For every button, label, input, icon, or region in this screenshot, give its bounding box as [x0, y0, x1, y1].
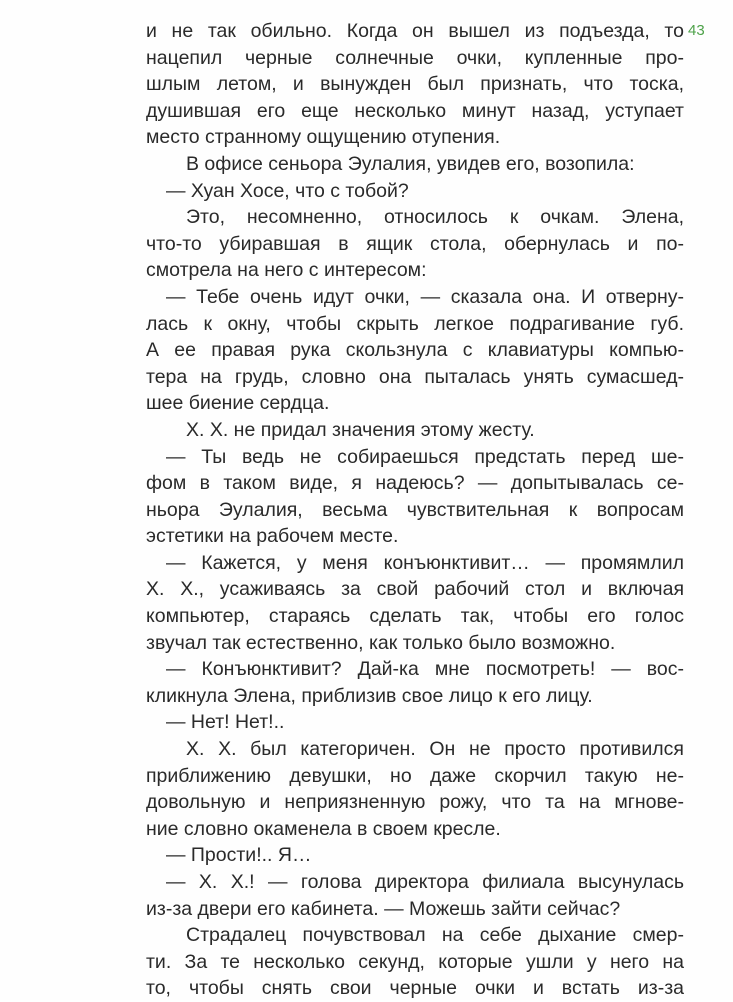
text-line: Х. Х., усаживаясь за свой рабочий стол и включая: [146, 578, 684, 601]
text-line: Это, несомненно, относилось к очкам. Элена,: [186, 206, 684, 229]
text-line: шее биение сердца.: [146, 392, 330, 415]
text-line: что-то убиравшая в ящик стола, обернулась и по-: [146, 232, 684, 255]
text-line: ние словно окаменела в своем кресле.: [146, 817, 501, 840]
text-line: Страдалец почувствовал на себе дыхание смер-: [186, 924, 684, 947]
text-line: кликнула Элена, приблизив свое лицо к его лицу.: [146, 684, 593, 707]
text-line: шлым летом, и вынужден был признать, что тоска,: [146, 73, 684, 96]
text-line: звучал так естественно, как только было возможно.: [146, 631, 616, 654]
text-line: смотрела на него с интересом:: [146, 259, 427, 282]
text-line: тера на грудь, словно она пыталась унять сумасшед-: [146, 365, 684, 388]
text-line: — Кажется, у меня конъюнктивит… — промямлил: [166, 551, 684, 574]
text-line: душившая его еще несколько минут назад, уступает: [146, 99, 684, 122]
text-line: А ее правая рука скользнула с клавиатуры компью-: [146, 339, 684, 362]
text-line: из-за двери его кабинета. — Можешь зайти сейчас?: [146, 897, 621, 920]
text-line: В офисе сеньора Эулалия, увидев его, возопила:: [186, 152, 635, 175]
text-line: фом в таком виде, я надеюсь? — допытывалась се-: [146, 472, 684, 495]
text-line: — Тебе очень идут очки, — сказала она. И отверну-: [166, 285, 684, 308]
text-line: Х. Х. не придал значения этому жесту.: [186, 418, 535, 441]
text-line: приближению девушки, но даже скорчил такую не-: [146, 764, 684, 787]
text-line: нацепил черные солнечные очки, купленные про-: [146, 46, 684, 69]
text-line: то, чтобы снять свои черные очки и встать из-за: [146, 977, 684, 1000]
text-line: эстетики на рабочем месте.: [146, 525, 399, 548]
text-line: и не так обильно. Когда он вышел из подъезда, то: [146, 20, 684, 42]
text-line: место странному ощущению отупения.: [146, 126, 501, 149]
text-line: Х. Х. был категоричен. Он не просто противился: [186, 738, 684, 761]
text-line: довольную и неприязненную рожу, что та на мгнове-: [146, 791, 684, 814]
page-number: 43: [688, 22, 705, 39]
text-line: лась к окну, чтобы скрыть легкое подрагивание губ.: [146, 312, 684, 335]
text-line: компьютер, стараясь сделать так, чтобы его голос: [146, 605, 684, 628]
text-line: — Хуан Хосе, что с тобой?: [166, 179, 409, 202]
text-line: — Конъюнктивит? Дай-ка мне посмотреть! — вос-: [166, 658, 684, 681]
body-text: [146, 18, 684, 1002]
text-line: — Х. Х.! — голова директора филиала высунулась: [166, 871, 684, 893]
text-line: — Ты ведь не собираешься предстать перед ше-: [166, 445, 684, 468]
text-line: — Нет! Нет!..: [166, 711, 285, 734]
text-line: ти. За те несколько секунд, которые ушли у него на: [146, 950, 684, 973]
text-line: ньора Эулалия, весьма чувствительная к вопросам: [146, 498, 684, 521]
text-line: — Прости!.. Я…: [166, 844, 312, 867]
